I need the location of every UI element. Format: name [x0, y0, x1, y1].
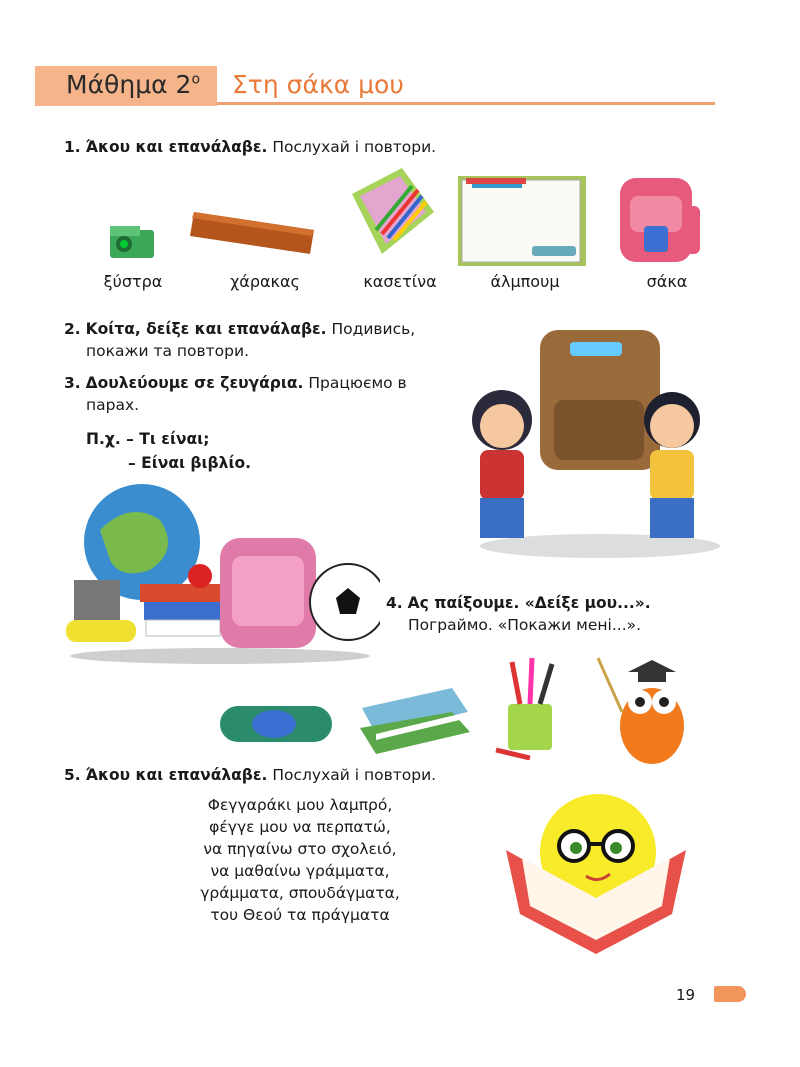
backpack-image [604, 166, 710, 268]
poem-line: γράμματα, σπουδάγματα, [200, 884, 400, 902]
pencil-case-image [342, 164, 442, 264]
lesson-number: Μάθημα $2^o$ [66, 70, 201, 99]
poem-line: Φεγγαράκι μου λαμπρό, [207, 796, 393, 814]
poem-line: φέγγε μου να περπατώ, [209, 818, 391, 836]
exercise-2: 2. Κοίτα, δείξε και επανάλαβε. Подивись, покажи та повтори. [64, 320, 416, 360]
kids-carrying-backpack-image [450, 310, 720, 560]
exercise-3: 3. Δουλεύουμε σε ζευγάρια. Працюємо в парах. [64, 374, 407, 414]
poem [150, 794, 450, 926]
lesson-title: Στη σάκα μου [232, 70, 404, 99]
exercise-4: 4. Ας παίξουμε. «Δείξε μου...». Пограймо. «Покажи мені...». [386, 594, 651, 634]
vocab-label-sharpener: ξύστρα [103, 272, 163, 291]
sharpener-image [108, 222, 158, 262]
stack-of-books-image [352, 668, 474, 758]
example-label: Π.χ. – Τι είναι; [86, 430, 210, 448]
poem-line: του Θεού τα πράγματα [210, 906, 390, 924]
school-supplies-image [60, 480, 380, 666]
pencil-cup-image [490, 654, 574, 760]
example-answer: – Είναι βιβλίο. [128, 454, 252, 472]
exercise-1: 1. Άκου και επανάλαβε. Послухай і повтори. [64, 138, 437, 156]
ruler-image [188, 208, 318, 258]
vocab-label-ruler: χάρακας [230, 272, 300, 291]
vocab-label-pencil-case: κασετίνα [363, 272, 437, 291]
exercise-5: 5. Άκου και επανάλαβε. Послухай і повтори. [64, 766, 437, 784]
page-tab [714, 986, 746, 1002]
vocab-label-bag: σάκα [646, 272, 688, 291]
vocab-label-album: άλμπουμ [490, 272, 560, 291]
moon-reading-book-image [500, 790, 690, 960]
pencil-case-tube-image [214, 692, 338, 752]
poem-line: να πηγαίνω στο σχολειό, [203, 840, 397, 858]
title-underline [217, 102, 715, 105]
owl-teacher-image [588, 652, 708, 770]
poem-line: να μαθαίνω γράμματα, [210, 862, 390, 880]
album-image [452, 172, 592, 270]
page-number: 19 [676, 986, 696, 1004]
